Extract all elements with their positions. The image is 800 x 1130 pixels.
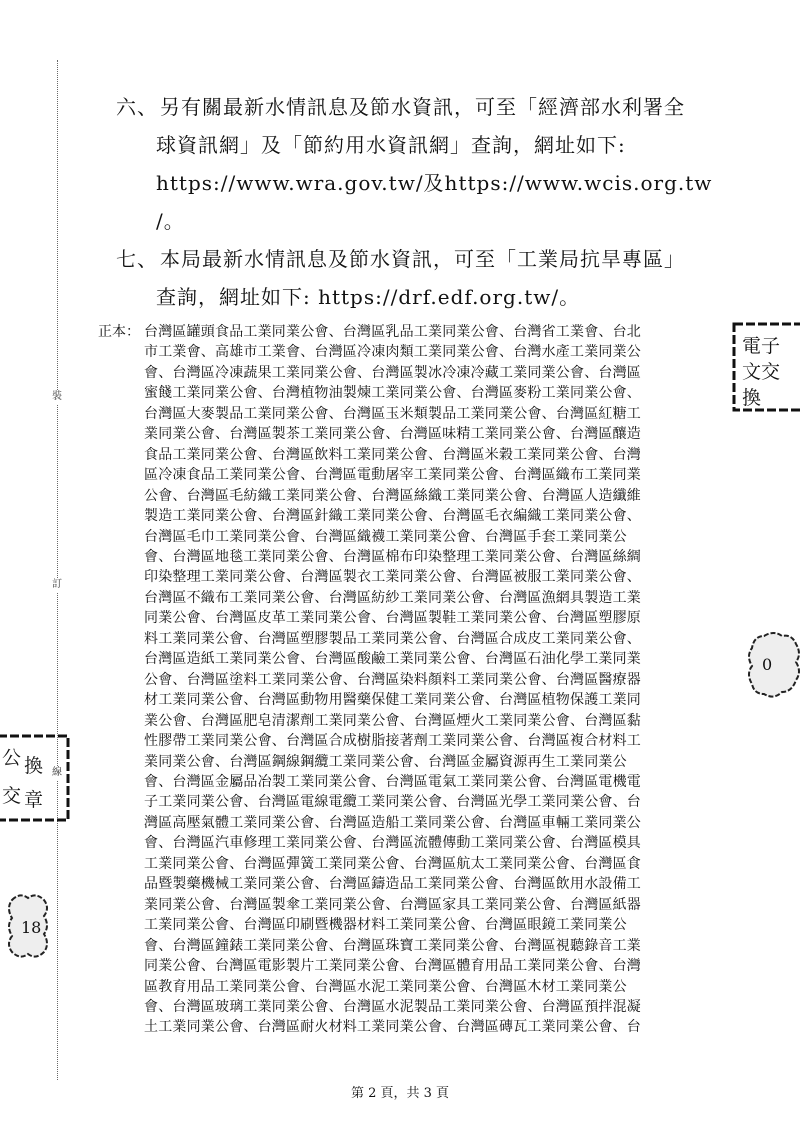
- binding-line: [57, 60, 58, 1080]
- seal-text-1: 電子: [742, 335, 781, 357]
- cc-recipient-row: 業公會、台灣區肥皂清潔劑工業同業公會、台灣區煙火工業同業公會、台灣區黏: [144, 712, 641, 729]
- cc-recipient-row: 蜜餞工業同業公會、台灣植物油製煉工業同業公會、台灣區麥粉工業同業公會、: [144, 385, 641, 402]
- cc-recipient-row: 會、台灣區鐘錶工業同業公會、台灣區珠寶工業同業公會、台灣區視聽錄音工業: [144, 937, 641, 954]
- cc-recipient-row: 同業公會、台灣區皮革工業同業公會、台灣區製鞋工業同業公會、台灣區塑膠原: [144, 610, 641, 627]
- seal-text-3: 換: [742, 387, 762, 409]
- cc-recipient-row: 業同業公會、台灣區鋼線鋼纜工業同業公會、台灣區金屬資源再生工業同業公: [144, 753, 627, 770]
- item-six-line-4: /。: [156, 209, 185, 233]
- cc-recipient-row: 會、台灣區冷凍蔬果工業同業公會、台灣區製冰冷凍冷藏工業同業公會、台灣區: [144, 364, 641, 381]
- cc-recipient-row: 子工業同業公會、台灣區電線電纜工業同業公會、台灣區光學工業同業公會、台: [144, 794, 641, 811]
- cc-recipient-row: 料工業同業公會、台灣區塑膠製品工業同業公會、台灣區合成皮工業同業公會、: [144, 630, 641, 647]
- seal-text-2: 文交: [742, 361, 781, 383]
- item-seven-line-2: 查詢，網址如下: https://drf.edf.org.tw/。: [156, 285, 581, 309]
- cc-recipient-row: 品暨製藥機械工業同業公會、台灣區鑄造品工業同業公會、台灣區飲用水設備工: [144, 876, 641, 893]
- seal-text-4: 公: [2, 747, 22, 769]
- cc-recipient-row: 工業同業公會、台灣區彈簧工業同業公會、台灣區航太工業同業公會、台灣區食: [144, 855, 641, 872]
- item-six-number: 六、: [116, 95, 158, 119]
- cc-recipient-row: 會、台灣區汽車修理工業同業公會、台灣區流體傳動工業同業公會、台灣區模具: [144, 835, 641, 852]
- right-page-number: 0: [762, 655, 773, 674]
- item-seven-number: 七、: [116, 247, 158, 271]
- cc-recipient-row: 會、台灣區地毯工業同業公會、台灣區棉布印染整理工業同業公會、台灣區絲綢: [144, 548, 641, 565]
- cc-recipient-row: 食品工業同業公會、台灣區飲料工業同業公會、台灣區米穀工業同業公會、台灣: [144, 446, 641, 463]
- cc-recipient-row: 業同業公會、台灣區製茶工業同業公會、台灣區味精工業同業公會、台灣區釀造: [144, 426, 641, 443]
- page-footer: 第 2 頁，共 3 頁: [350, 1086, 450, 1101]
- page-number-gear-right: [748, 630, 800, 700]
- cc-recipient-row: 公會、台灣區毛紡織工業同業公會、台灣區絲織工業同業公會、台灣區人造纖維: [144, 487, 641, 504]
- cc-recipient-row: 台灣區大麥製品工業同業公會、台灣區玉米類製品工業同業公會、台灣區紅糖工: [144, 405, 641, 422]
- item-six-line-1: 另有關最新水情訊息及節水資訊，可至「經濟部水利署全: [160, 95, 685, 119]
- binding-mark-staple: 訂: [52, 579, 62, 590]
- cc-recipient-row: 台灣區不織布工業同業公會、台灣區紡紗工業同業公會、台灣區漁網具製造工業: [144, 589, 641, 606]
- item-six-line-2: 球資訊網」及「節約用水資訊網」查詢，網址如下:: [156, 133, 626, 157]
- cc-recipient-row: 會、台灣區玻璃工業同業公會、台灣區水泥製品工業同業公會、台灣區預拌混凝: [144, 998, 641, 1015]
- cc-recipient-row: 同業公會、台灣區電影製片工業同業公會、台灣區體育用品工業同業公會、台灣: [144, 958, 641, 975]
- cc-recipient-row: 會、台灣區金屬品冶製工業同業公會、台灣區電氣工業同業公會、台灣區電機電: [144, 773, 641, 790]
- cc-recipient-row: 區教育用品工業同業公會、台灣區水泥工業同業公會、台灣區木材工業同業公: [144, 978, 627, 995]
- seal-text-7: 章: [24, 789, 44, 811]
- cc-recipient-row: 業同業公會、台灣區製傘工業同業公會、台灣區家具工業同業公會、台灣區紙器: [144, 896, 641, 913]
- binding-mark-line: 線: [52, 767, 62, 778]
- cc-recipient-row: 台灣區毛巾工業同業公會、台灣區織襪工業同業公會、台灣區手套工業同業公: [144, 528, 627, 545]
- cc-recipient-row: 印染整理工業同業公會、台灣區製衣工業同業公會、台灣區被服工業同業公會、: [144, 569, 641, 586]
- item-six: [116, 88, 713, 240]
- item-six-line-3: https://www.wra.gov.tw/及https://www.wcis.org.tw: [156, 171, 713, 195]
- item-seven: [116, 240, 685, 316]
- cc-recipient-row: 台灣區造紙工業同業公會、台灣區酸鹼工業同業公會、台灣區石油化學工業同業: [144, 651, 641, 668]
- binding-mark-bind: 裝: [52, 391, 62, 402]
- cc-recipient-row: 台灣區罐頭食品工業同業公會、台灣區乳品工業同業公會、台灣省工業會、台北: [144, 324, 641, 340]
- cc-recipient-row: 工業同業公會、台灣區印刷暨機器材料工業同業公會、台灣區眼鏡工業同業公: [144, 917, 627, 934]
- seal-text-5: 換: [24, 755, 44, 777]
- page-number-gear-left: [8, 890, 52, 964]
- seal-text-6: 交: [2, 785, 22, 807]
- cc-recipient-row: 土工業同業公會、台灣區耐火材料工業同業公會、台灣區磚瓦工業同業公會、台: [144, 1019, 641, 1036]
- cc-recipient-row: 製造工業同業公會、台灣區針織工業同業公會、台灣區毛衣編織工業同業公會、: [144, 508, 641, 525]
- cc-recipient-row: 市工業會、高雄市工業會、台灣區冷凍肉類工業同業公會、台灣水產工業同業公: [144, 344, 641, 361]
- cc-recipient-row: 灣區高壓氣體工業同業公會、台灣區造船工業同業公會、台灣區車輛工業同業公: [144, 814, 641, 831]
- cc-recipient-list: [144, 322, 710, 1038]
- cc-recipient-row: 區冷凍食品工業同業公會、台灣區電動屠宰工業同業公會、台灣區織布工業同業: [144, 467, 641, 484]
- item-seven-line-1: 本局最新水情訊息及節水資訊，可至「工業局抗旱專區」: [160, 247, 685, 271]
- document-exchange-seal: [0, 732, 72, 824]
- left-page-number: 18: [21, 918, 42, 937]
- cc-recipient-row: 材工業同業公會、台灣區動物用醫藥保健工業同業公會、台灣區植物保護工業同: [144, 692, 641, 709]
- cc-label: 正本：: [98, 324, 140, 340]
- cc-recipient-row: 性膠帶工業同業公會、台灣區合成樹脂接著劑工業同業公會、台灣區複合材料工: [144, 733, 641, 750]
- cc-recipient-row: 公會、台灣區塗料工業同業公會、台灣區染料顏料工業同業公會、台灣區醫療器: [144, 671, 641, 688]
- electronic-exchange-seal: [728, 320, 800, 415]
